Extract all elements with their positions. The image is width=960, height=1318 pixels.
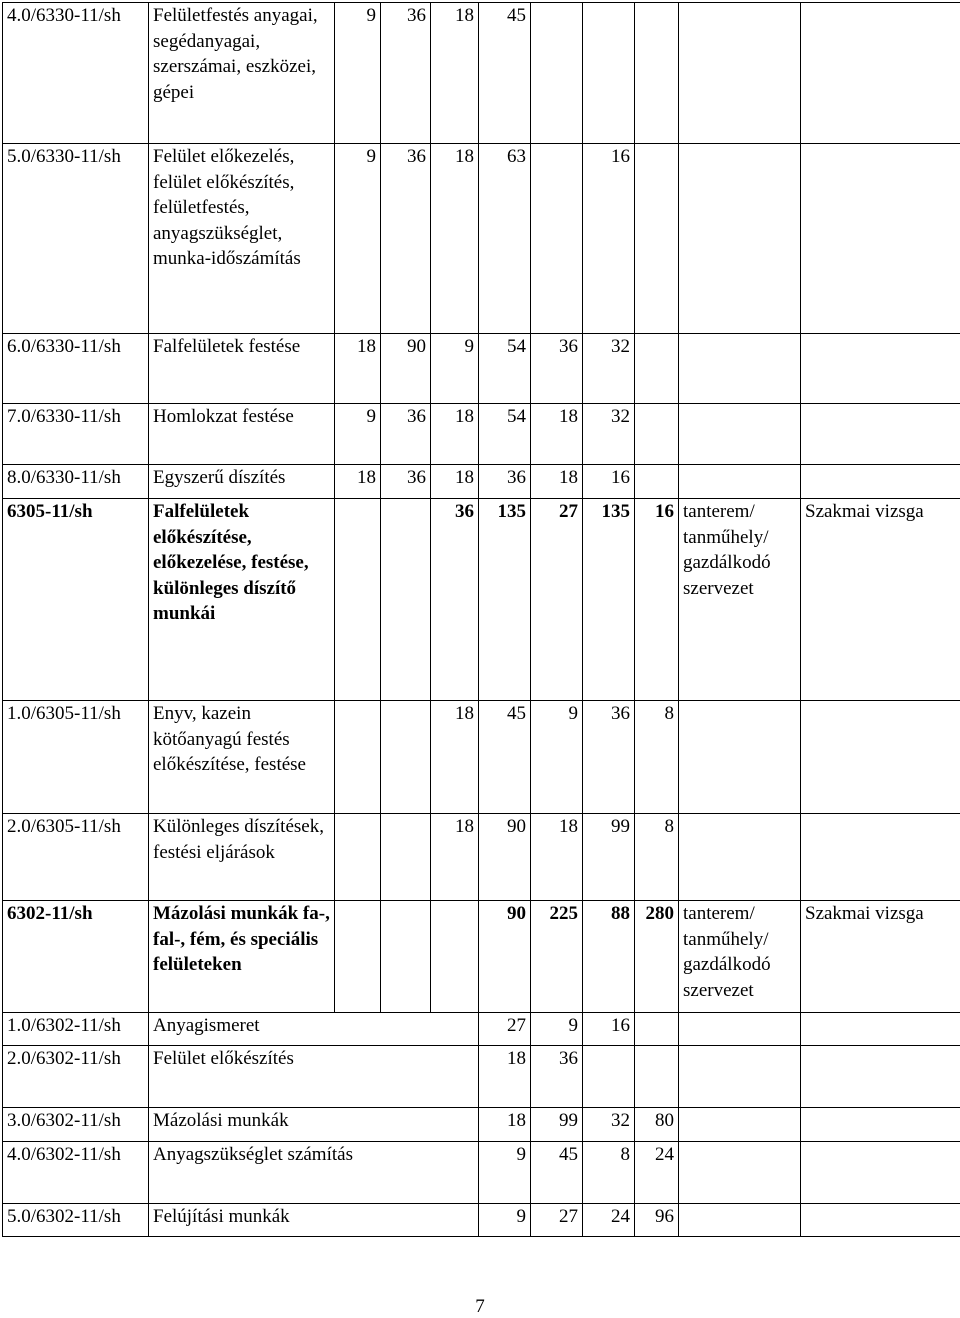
hours-cell [335,701,381,814]
hours-cell: 32 [583,404,635,465]
hours-cell: 16 [635,499,679,701]
hours-cell: 45 [531,1142,583,1204]
table-row [3,1204,960,1237]
module-code: 1.0/6302-11/sh [3,1013,149,1046]
hours-cell: 18 [431,144,479,334]
module-name: Felület előkészítés [149,1046,479,1108]
module-code: 4.0/6330-11/sh [3,3,149,144]
exam-cell [801,1108,960,1142]
exam-cell [801,334,960,404]
hours-cell: 36 [479,465,531,499]
venue-cell [679,1013,801,1046]
table-row [3,1046,960,1108]
hours-cell: 36 [381,465,431,499]
hours-cell: 24 [583,1204,635,1237]
hours-cell: 80 [635,1108,679,1142]
venue-cell [679,1108,801,1142]
hours-cell [431,901,479,1013]
hours-cell [381,814,431,901]
hours-cell: 36 [381,144,431,334]
empty-cell [635,404,679,465]
hours-cell: 280 [635,901,679,1013]
module-code: 4.0/6302-11/sh [3,1142,149,1204]
venue-cell [679,3,801,144]
exam-cell [801,814,960,901]
hours-cell: 27 [531,1204,583,1237]
exam-cell [801,465,960,499]
module-code: 6302-11/sh [3,901,149,1013]
hours-cell: 90 [479,901,531,1013]
hours-cell [531,144,583,334]
venue-cell [679,334,801,404]
module-name: Anyagismeret [149,1013,479,1046]
hours-cell: 18 [431,3,479,144]
empty-cell [635,144,679,334]
hours-cell: 32 [583,334,635,404]
module-code: 1.0/6305-11/sh [3,701,149,814]
hours-cell [381,499,431,701]
hours-cell: 63 [479,144,531,334]
hours-cell: 99 [583,814,635,901]
exam-cell [801,701,960,814]
hours-cell [335,814,381,901]
hours-cell: 8 [635,814,679,901]
hours-cell: 36 [381,404,431,465]
hours-cell: 18 [531,465,583,499]
empty-cell [635,334,679,404]
exam-cell: Szakmai vizsga [801,901,960,1013]
hours-cell: 16 [583,144,635,334]
hours-cell: 18 [479,1108,531,1142]
table-row [3,334,960,404]
hours-cell: 96 [635,1204,679,1237]
hours-cell [531,3,583,144]
hours-cell: 8 [583,1142,635,1204]
hours-cell: 36 [583,701,635,814]
hours-cell: 36 [531,334,583,404]
hours-cell: 16 [583,1013,635,1046]
hours-cell [335,901,381,1013]
hours-cell: 27 [479,1013,531,1046]
table-row [3,144,960,334]
table-row [3,901,960,1013]
hours-cell: 45 [479,701,531,814]
hours-cell: 88 [583,901,635,1013]
venue-cell [679,701,801,814]
venue-cell [679,1204,801,1237]
hours-cell [381,701,431,814]
module-code: 2.0/6305-11/sh [3,814,149,901]
hours-cell [583,1046,635,1108]
exam-cell [801,144,960,334]
hours-cell: 99 [531,1108,583,1142]
hours-cell [635,1046,679,1108]
venue-cell [679,1046,801,1108]
module-code: 5.0/6302-11/sh [3,1204,149,1237]
hours-cell [635,1013,679,1046]
table-row [3,1108,960,1142]
exam-cell [801,1013,960,1046]
hours-cell: 9 [479,1204,531,1237]
hours-cell: 18 [431,814,479,901]
module-name: Homlokzat festése [149,404,335,465]
table-row [3,465,960,499]
hours-cell: 18 [431,701,479,814]
empty-cell [635,3,679,144]
hours-cell: 18 [531,404,583,465]
hours-cell: 9 [335,144,381,334]
venue-cell: tanterem/ tanműhely/ gazdálkodó szervezet [679,499,801,701]
page-number: 7 [0,1296,960,1318]
table-row [3,1013,960,1046]
hours-cell: 90 [381,334,431,404]
venue-cell [679,465,801,499]
module-code: 2.0/6302-11/sh [3,1046,149,1108]
hours-cell: 54 [479,334,531,404]
exam-cell [801,1204,960,1237]
hours-cell: 36 [431,499,479,701]
hours-cell: 32 [583,1108,635,1142]
hours-cell: 54 [479,404,531,465]
module-name: Mázolási munkák [149,1108,479,1142]
module-code: 3.0/6302-11/sh [3,1108,149,1142]
hours-cell: 9 [479,1142,531,1204]
module-name: Egyszerű díszítés [149,465,335,499]
module-name: Enyv, kazein kötőanyagú festés előkészítése, festése [149,701,335,814]
venue-cell [679,814,801,901]
table-row [3,499,960,701]
module-name: Felület előkezelés, felület előkészítés, felületfestés, anyagszükséglet, munka-időszámítás [149,144,335,334]
hours-cell: 9 [335,3,381,144]
hours-cell [583,3,635,144]
hours-cell: 27 [531,499,583,701]
exam-cell [801,1142,960,1204]
table-row [3,1142,960,1204]
table-row [3,814,960,901]
hours-cell: 9 [531,1013,583,1046]
exam-cell [801,1046,960,1108]
hours-cell: 9 [335,404,381,465]
hours-cell: 135 [583,499,635,701]
hours-cell: 135 [479,499,531,701]
module-code: 8.0/6330-11/sh [3,465,149,499]
venue-cell [679,144,801,334]
hours-cell: 45 [479,3,531,144]
venue-cell [679,404,801,465]
hours-cell: 18 [335,334,381,404]
table-row [3,701,960,814]
module-code: 6305-11/sh [3,499,149,701]
table-row [3,3,960,144]
hours-cell: 18 [479,1046,531,1108]
hours-cell: 24 [635,1142,679,1204]
hours-cell: 16 [583,465,635,499]
module-name: Felületfestés anyagai, segédanyagai, szerszámai, eszközei, gépei [149,3,335,144]
module-name: Anyagszükséglet számítás [149,1142,479,1204]
module-code: 5.0/6330-11/sh [3,144,149,334]
module-name: Mázolási munkák fa-, fal-, fém, és speciális felületeken [149,901,335,1013]
exam-cell [801,404,960,465]
exam-cell: Szakmai vizsga [801,499,960,701]
hours-cell: 18 [531,814,583,901]
venue-cell [679,1142,801,1204]
empty-cell [635,465,679,499]
module-code: 7.0/6330-11/sh [3,404,149,465]
module-code: 6.0/6330-11/sh [3,334,149,404]
hours-cell: 8 [635,701,679,814]
hours-cell: 225 [531,901,583,1013]
hours-cell: 36 [381,3,431,144]
venue-cell: tanterem/ tanműhely/ gazdálkodó szervezet [679,901,801,1013]
exam-cell [801,3,960,144]
hours-cell: 18 [431,465,479,499]
hours-cell [335,499,381,701]
curriculum-table [2,2,960,1237]
hours-cell [381,901,431,1013]
hours-cell: 18 [431,404,479,465]
hours-cell: 9 [431,334,479,404]
table-row [3,404,960,465]
hours-cell: 9 [531,701,583,814]
module-name: Különleges díszítések, festési eljárások [149,814,335,901]
module-name: Felújítási munkák [149,1204,479,1237]
hours-cell: 18 [335,465,381,499]
module-name: Falfelületek festése [149,334,335,404]
hours-cell: 36 [531,1046,583,1108]
module-name: Falfelületek előkészítése, előkezelése, festése, különleges díszítő munkái [149,499,335,701]
hours-cell: 90 [479,814,531,901]
